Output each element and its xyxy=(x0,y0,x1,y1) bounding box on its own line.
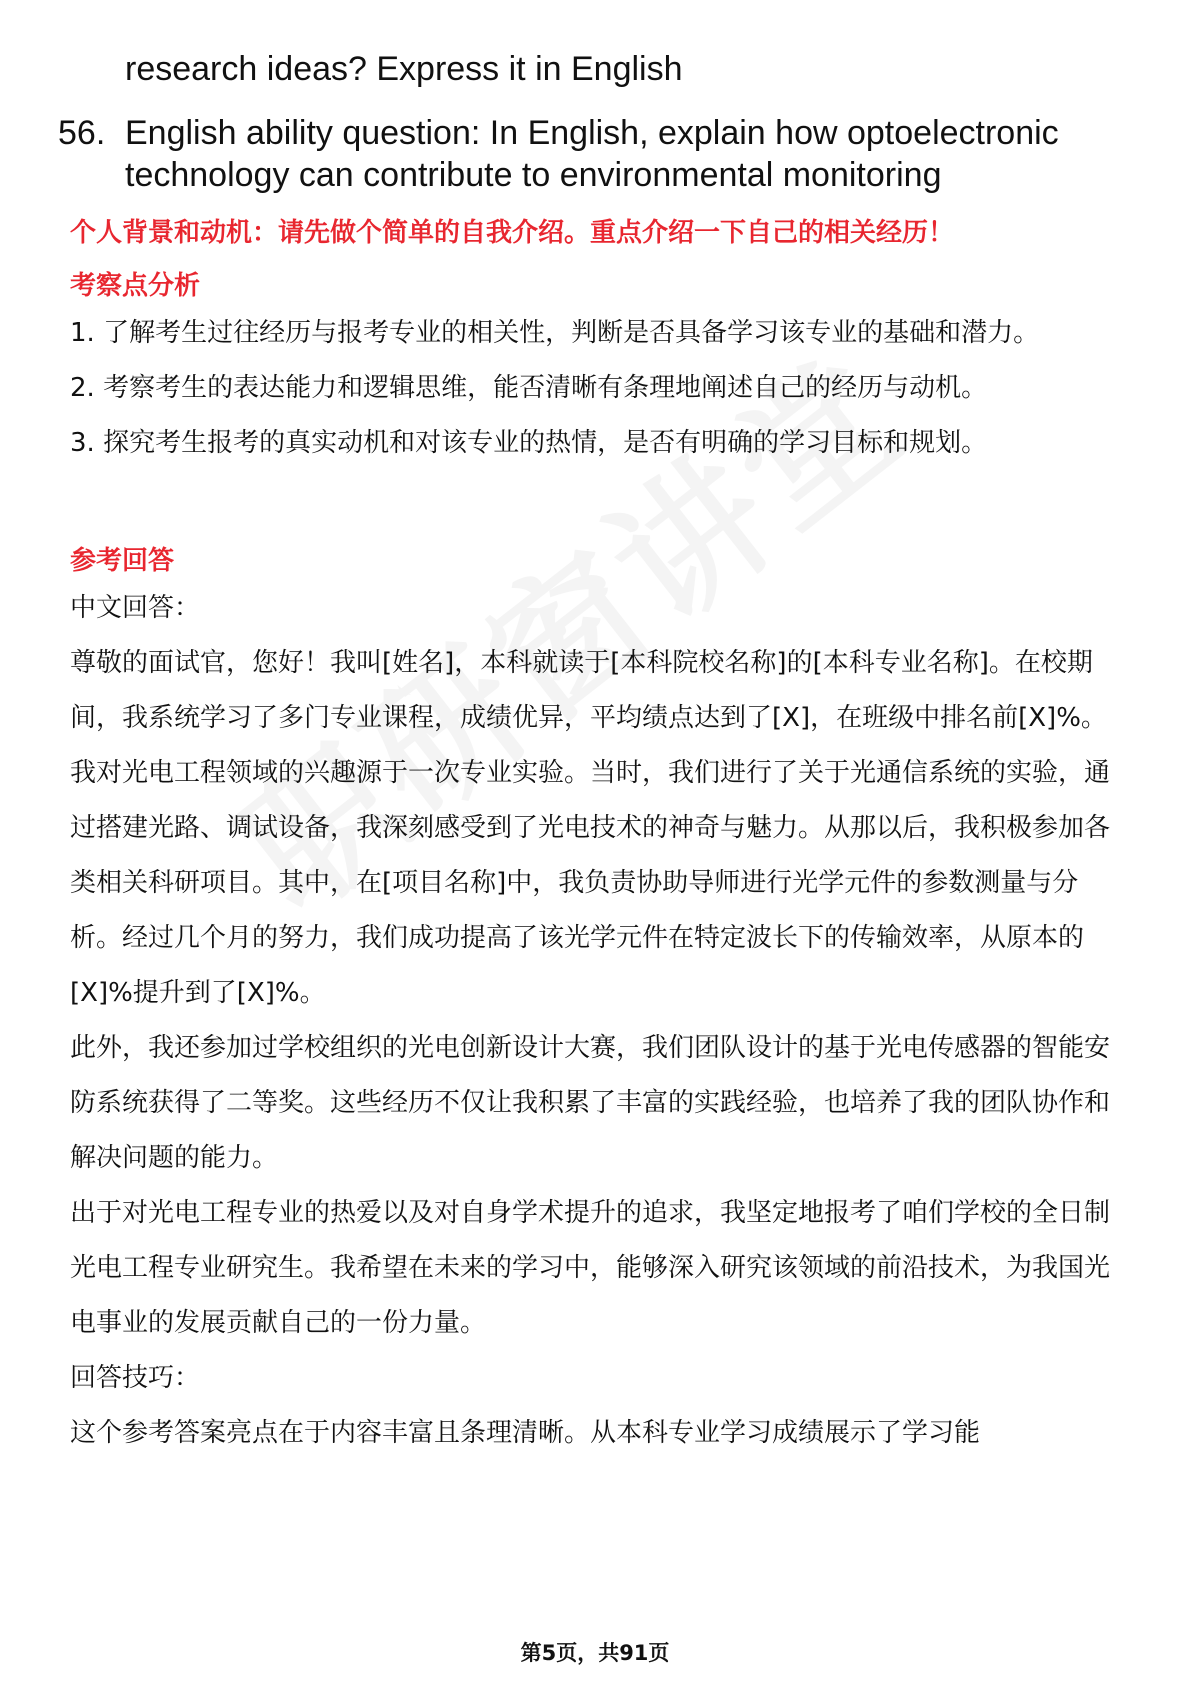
tips-text: 这个参考答案亮点在于内容丰富且条理清晰。从本科专业学习成绩展示了学习能 xyxy=(70,1418,981,1448)
question-56 xyxy=(58,112,1118,196)
analysis-item: 1. 了解考生过往经历与报考专业的相关性，判断是否具备学习该专业的基础和潜力。 xyxy=(70,318,1040,348)
analysis-heading: 考察点分析 xyxy=(70,271,201,301)
answer-paragraph: 此外，我还参加过学校组织的光电创新设计大赛，我们团队设计的基于光电传感器的智能安防系统获得了二等奖。这些经历不仅让我积累了丰富的实践经验，也培养了我的团队协作和解决问题的能力。 xyxy=(70,1033,1111,1173)
page-footer: 第5页，共91页 xyxy=(520,1641,670,1665)
question-text: English ability question: In English, explain how optoelectronic technology can contribute to environmental monitoring xyxy=(125,114,1059,194)
answer-paragraph: 出于对光电工程专业的热爱以及对自身学术提升的追求，我坚定地报考了咱们学校的全日制光电工程专业研究生。我希望在未来的学习中，能够深入研究该领域的前沿技术，为我国光电事业的发展贡献自己的一份力量。 xyxy=(70,1198,1111,1338)
answer-paragraph: 我对光电工程领域的兴趣源于一次专业实验。当时，我们进行了关于光通信系统的实验，通过搭建光路、调试设备，我深刻感受到了光电技术的神奇与魅力。从那以后，我积极参加各类相关科研项目。其中，在[项目名称]中，我负责协助导师进行光学元件的参数测量与分析。经过几个月的努力，我们成功提高了该光学元件在特定波长下的传输效率，从原本的[X]%提升到了[X]%。 xyxy=(70,758,1111,1008)
chinese-answer-label: 中文回答： xyxy=(70,593,201,623)
reference-answer xyxy=(70,581,1120,1461)
tips-label: 回答技巧： xyxy=(70,1363,201,1393)
analysis-item: 2. 考察考生的表达能力和逻辑思维，能否清晰有条理地阐述自己的经历与动机。 xyxy=(70,373,988,403)
analysis-item: 3. 探究考生报考的真实动机和对该专业的热情，是否有明确的学习目标和规划。 xyxy=(70,428,988,458)
analysis-list xyxy=(70,306,1120,471)
question-continuation: research ideas? Express it in English xyxy=(125,50,683,88)
answer-paragraph: 尊敬的面试官，您好！我叫[姓名]，本科就读于[本科院校名称]的[本科专业名称]。在校期间，我系统学习了多门专业课程，成绩优异，平均绩点达到了[X]，在班级中排名前[X]%。 xyxy=(70,648,1107,733)
reference-heading: 参考回答 xyxy=(70,546,175,576)
question-number: 56. xyxy=(58,114,106,152)
section-title: 个人背景和动机：请先做个简单的自我介绍。重点介绍一下自己的相关经历！ xyxy=(70,218,955,248)
